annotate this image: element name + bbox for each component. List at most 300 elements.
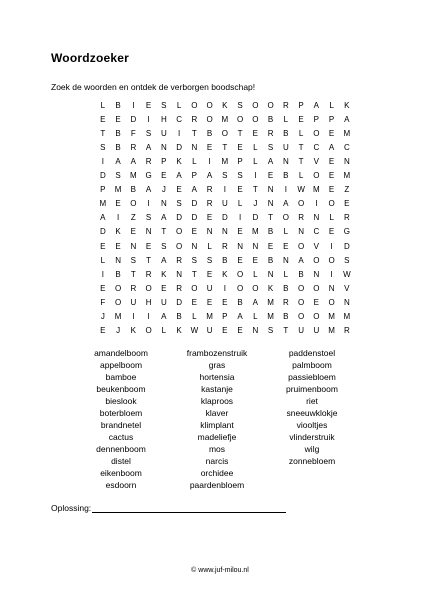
grid-letter[interactable]: O (328, 297, 336, 307)
grid-letter[interactable]: A (191, 185, 198, 195)
grid-letter[interactable]: C (313, 227, 320, 237)
grid-letter[interactable]: H (160, 115, 168, 125)
grid-letter[interactable]: T (191, 269, 198, 279)
grid-letter[interactable]: E (100, 325, 106, 335)
grid-letter[interactable]: M (206, 311, 214, 321)
grid-letter[interactable]: K (222, 269, 228, 279)
grid-letter[interactable]: N (282, 255, 290, 265)
grid-letter[interactable]: K (176, 325, 183, 335)
grid-letter[interactable]: O (191, 283, 198, 293)
grid-letter[interactable]: R (343, 213, 351, 223)
grid-letter[interactable]: I (254, 171, 257, 181)
grid-letter[interactable]: L (192, 311, 197, 321)
grid-letter[interactable]: M (343, 129, 351, 139)
grid-letter[interactable]: M (267, 311, 275, 321)
grid-letter[interactable]: E (328, 185, 335, 195)
grid-letter[interactable]: N (267, 185, 274, 195)
grid-letter[interactable]: E (161, 171, 167, 181)
grid-letter[interactable]: E (176, 185, 183, 195)
grid-letter[interactable]: M (313, 185, 320, 195)
grid-letter[interactable]: E (298, 115, 305, 125)
grid-letter[interactable]: I (101, 157, 105, 167)
grid-letter[interactable]: O (130, 199, 137, 209)
grid-letter[interactable]: N (145, 227, 152, 237)
grid-letter[interactable]: S (145, 213, 152, 223)
grid-letter[interactable]: E (222, 297, 228, 307)
grid-letter[interactable]: O (282, 213, 290, 223)
grid-letter[interactable]: H (145, 297, 152, 307)
grid-letter[interactable]: E (237, 143, 244, 153)
grid-letter[interactable]: S (267, 143, 274, 153)
grid-letter[interactable]: O (114, 283, 122, 293)
grid-letter[interactable]: T (130, 269, 137, 279)
grid-letter[interactable]: O (267, 101, 275, 110)
grid-letter[interactable]: O (297, 283, 305, 293)
grid-letter[interactable]: I (223, 185, 227, 195)
grid-letter[interactable]: I (147, 311, 151, 321)
grid-letter[interactable]: S (237, 171, 244, 181)
grid-letter[interactable]: R (206, 199, 213, 209)
grid-letter[interactable]: B (206, 129, 213, 139)
grid-letter[interactable]: S (222, 171, 228, 181)
grid-letter[interactable]: L (253, 311, 258, 321)
grid-letter[interactable]: A (115, 157, 122, 167)
grid-letter[interactable]: J (161, 185, 167, 195)
grid-row (95, 155, 357, 169)
grid-letter[interactable]: B (267, 227, 274, 237)
grid-letter[interactable]: C (313, 143, 320, 153)
grid-row (95, 113, 357, 127)
grid-letter[interactable]: E (161, 283, 167, 293)
grid-letter[interactable]: E (344, 199, 350, 209)
grid-letter[interactable]: N (252, 325, 259, 335)
grid-letter[interactable]: G (343, 227, 351, 237)
grid-letter[interactable]: R (282, 297, 290, 307)
grid-letter[interactable]: P (191, 171, 198, 181)
grid-letter[interactable]: O (313, 283, 320, 293)
grid-letter[interactable]: O (313, 311, 320, 321)
grid-letter[interactable]: T (146, 255, 152, 265)
grid-letter[interactable]: D (130, 115, 137, 125)
grid-letter[interactable]: U (206, 283, 213, 293)
grid-letter[interactable]: O (145, 325, 153, 335)
grid-letter[interactable]: M (267, 297, 275, 307)
grid-letter[interactable]: L (253, 269, 258, 279)
word-list-item: pruimenboom (286, 384, 338, 394)
grid-letter[interactable]: U (206, 325, 213, 335)
grid-letter[interactable]: E (313, 297, 320, 307)
grid-letter[interactable]: O (313, 255, 320, 265)
grid-letter[interactable]: T (268, 213, 274, 223)
grid-letter[interactable]: D (191, 213, 198, 223)
grid-letter[interactable]: S (176, 199, 183, 209)
grid-letter[interactable]: D (176, 297, 183, 307)
grid-letter[interactable]: C (343, 143, 351, 153)
grid-letter[interactable]: L (100, 255, 106, 265)
grid-letter[interactable]: I (238, 213, 242, 223)
letter-grid (95, 99, 357, 335)
grid-letter[interactable]: E (115, 241, 122, 251)
grid-letter[interactable]: D (99, 171, 107, 181)
grid-letter[interactable]: A (176, 171, 183, 181)
grid-letter[interactable]: B (283, 129, 289, 139)
grid-letter[interactable]: K (222, 101, 228, 110)
grid-letter[interactable]: E (328, 129, 335, 139)
grid-letter[interactable]: A (161, 213, 167, 223)
grid-letter[interactable]: B (283, 311, 289, 321)
grid-letter[interactable]: A (161, 311, 167, 321)
grid-letter[interactable]: O (297, 199, 305, 209)
grid-letter[interactable]: E (191, 297, 198, 307)
grid-letter[interactable]: L (283, 115, 289, 125)
grid-letter[interactable]: O (313, 129, 320, 139)
grid-letter[interactable]: U (221, 199, 229, 209)
grid-letter[interactable]: S (344, 255, 350, 265)
grid-letter[interactable]: E (206, 143, 213, 153)
grid-letter[interactable]: B (115, 101, 122, 110)
grid-letter[interactable]: O (236, 115, 244, 125)
grid-letter[interactable]: J (253, 199, 258, 209)
grid-letter[interactable]: O (175, 241, 183, 251)
grid-letter[interactable]: C (176, 115, 183, 125)
grid-letter[interactable]: D (176, 213, 183, 223)
grid-letter[interactable]: E (115, 199, 122, 209)
grid-letter[interactable]: O (328, 199, 336, 209)
grid-letter[interactable]: A (206, 171, 213, 181)
grid-letter[interactable]: L (283, 269, 289, 279)
grid-letter[interactable]: N (221, 227, 229, 237)
grid-letter[interactable]: P (328, 115, 335, 125)
grid-letter[interactable]: K (267, 283, 274, 293)
grid-letter[interactable]: K (344, 101, 350, 110)
grid-letter[interactable]: P (313, 115, 320, 125)
grid-letter[interactable]: F (130, 129, 137, 139)
grid-letter[interactable]: U (160, 129, 168, 139)
grid-letter[interactable]: N (282, 157, 290, 167)
grid-letter[interactable]: M (221, 115, 229, 125)
word-list-item: klaproos (200, 396, 234, 406)
grid-letter[interactable]: S (191, 255, 198, 265)
grid-letter[interactable]: O (252, 115, 259, 125)
grid-letter[interactable]: F (100, 297, 106, 307)
grid-letter[interactable]: A (313, 101, 320, 110)
grid-letter[interactable]: T (252, 185, 259, 195)
grid-letter[interactable]: B (115, 129, 122, 139)
word-list-item: viooltjes (296, 420, 328, 430)
grid-letter[interactable]: I (208, 157, 212, 167)
grid-letter[interactable]: T (222, 143, 228, 153)
grid-letter[interactable]: N (298, 227, 305, 237)
grid-letter[interactable]: B (115, 269, 122, 279)
grid-letter[interactable]: E (328, 157, 335, 167)
grid-letter[interactable]: S (237, 101, 244, 110)
grid-letter[interactable]: L (176, 101, 182, 110)
grid-letter[interactable]: O (297, 297, 305, 307)
grid-letter[interactable]: R (282, 101, 290, 110)
grid-letter[interactable]: I (315, 199, 318, 209)
grid-letter[interactable]: K (130, 325, 137, 335)
grid-letter[interactable]: N (176, 269, 183, 279)
grid-letter[interactable]: D (176, 143, 183, 153)
grid-letter[interactable]: A (298, 255, 305, 265)
grid-letter[interactable]: L (192, 157, 197, 167)
grid-letter[interactable]: P (237, 157, 244, 167)
grid-letter[interactable]: E (237, 227, 244, 237)
grid-letter[interactable]: E (222, 325, 228, 335)
grid-letter[interactable]: L (253, 157, 258, 167)
grid-letter[interactable]: B (115, 143, 122, 153)
grid-letter[interactable]: S (267, 325, 274, 335)
grid-letter[interactable]: R (343, 325, 351, 335)
grid-letter[interactable]: I (330, 269, 334, 279)
grid-letter[interactable]: N (328, 283, 335, 293)
grid-letter[interactable]: B (283, 171, 289, 181)
grid-letter[interactable]: R (221, 241, 229, 251)
grid-letter[interactable]: N (130, 241, 137, 251)
grid-letter[interactable]: I (223, 283, 227, 293)
grid-letter[interactable]: N (343, 297, 351, 307)
grid-letter[interactable]: P (298, 101, 305, 110)
grid-letter[interactable]: E (328, 171, 335, 181)
grid-letter[interactable]: I (147, 115, 151, 125)
grid-letter[interactable]: A (267, 157, 274, 167)
grid-letter[interactable]: T (191, 129, 198, 139)
grid-letter[interactable]: M (343, 171, 351, 181)
grid-letter[interactable]: E (206, 269, 213, 279)
grid-letter[interactable]: B (267, 255, 274, 265)
grid-letter[interactable]: L (298, 129, 304, 139)
grid-letter[interactable]: M (221, 157, 229, 167)
grid-letter[interactable]: E (100, 241, 106, 251)
grid-letter[interactable]: O (236, 283, 244, 293)
grid-letter[interactable]: W (190, 325, 199, 335)
grid-letter[interactable]: T (161, 227, 167, 237)
grid-letter[interactable]: E (328, 227, 335, 237)
grid-letter[interactable]: M (328, 325, 336, 335)
grid-letter[interactable]: O (145, 283, 153, 293)
grid-row (95, 324, 357, 338)
grid-letter[interactable]: I (132, 101, 135, 110)
grid-letter[interactable]: L (283, 227, 289, 237)
grid-letter[interactable]: S (115, 171, 122, 181)
grid-letter[interactable]: B (298, 269, 305, 279)
grid-letter[interactable]: N (267, 199, 274, 209)
grid-letter[interactable]: O (206, 101, 214, 110)
grid-letter[interactable]: D (99, 227, 107, 237)
word-list-item: kastanje (201, 384, 233, 394)
grid-letter[interactable]: U (282, 143, 290, 153)
grid-letter[interactable]: E (130, 227, 137, 237)
grid-letter[interactable]: J (100, 311, 106, 321)
grid-letter[interactable]: A (283, 199, 289, 209)
grid-letter[interactable]: Z (130, 213, 137, 223)
grid-letter[interactable]: E (252, 129, 259, 139)
grid-letter[interactable]: I (330, 241, 334, 251)
word-list-item: distel (111, 456, 131, 466)
grid-letter[interactable]: E (115, 115, 122, 125)
grid-letter[interactable]: D (191, 199, 198, 209)
grid-letter[interactable]: R (130, 143, 137, 153)
grid-letter[interactable]: L (253, 143, 258, 153)
grid-letter[interactable]: I (147, 199, 151, 209)
grid-letter[interactable]: O (313, 171, 320, 181)
grid-letter[interactable]: B (267, 115, 274, 125)
grid-letter[interactable]: G (145, 171, 153, 181)
grid-letter[interactable]: O (175, 227, 183, 237)
grid-letter[interactable]: N (313, 213, 320, 223)
grid-letter[interactable]: N (160, 143, 168, 153)
grid-letter[interactable]: E (100, 115, 106, 125)
word-list-column-1 (76, 347, 166, 491)
grid-letter[interactable]: V (313, 241, 320, 251)
grid-letter[interactable]: A (252, 297, 259, 307)
grid-letter[interactable]: E (206, 213, 213, 223)
grid-letter[interactable]: M (114, 311, 122, 321)
grid-letter[interactable]: E (191, 227, 198, 237)
grid-letter[interactable]: P (161, 157, 167, 167)
grid-letter[interactable]: A (145, 143, 152, 153)
grid-letter[interactable]: O (252, 101, 259, 110)
grid-letter[interactable]: W (297, 185, 306, 195)
solution-answer-line[interactable] (92, 504, 286, 513)
grid-letter[interactable]: S (100, 143, 106, 153)
grid-letter[interactable]: L (329, 101, 335, 110)
grid-letter[interactable]: O (252, 283, 259, 293)
grid-letter[interactable]: A (328, 143, 335, 153)
grid-letter[interactable]: O (297, 311, 305, 321)
grid-letter[interactable]: L (237, 199, 243, 209)
grid-letter[interactable]: E (237, 255, 244, 265)
grid-letter[interactable]: A (100, 213, 106, 223)
grid-letter[interactable]: L (161, 325, 167, 335)
grid-letter[interactable]: R (130, 283, 137, 293)
grid-letter[interactable]: R (267, 129, 274, 139)
grid-letter[interactable]: P (222, 311, 228, 321)
grid-letter[interactable]: O (191, 101, 198, 110)
grid-letter[interactable]: Z (344, 185, 350, 195)
grid-letter[interactable]: B (237, 297, 244, 307)
grid-letter[interactable]: U (313, 325, 320, 335)
grid-letter[interactable]: T (100, 129, 106, 139)
grid-letter[interactable]: L (207, 241, 213, 251)
grid-letter[interactable]: I (132, 311, 135, 321)
grid-letter[interactable]: N (313, 269, 320, 279)
grid-letter[interactable]: A (145, 185, 152, 195)
grid-letter[interactable]: K (115, 227, 122, 237)
grid-letter[interactable]: P (100, 185, 106, 195)
grid-letter[interactable]: N (191, 241, 198, 251)
grid-letter[interactable]: M (328, 311, 336, 321)
grid-letter[interactable]: T (237, 129, 243, 139)
grid-letter[interactable]: A (237, 311, 244, 321)
grid-letter[interactable]: T (298, 143, 304, 153)
grid-letter[interactable]: I (116, 213, 120, 223)
grid-letter[interactable]: N (343, 157, 351, 167)
grid-letter[interactable]: N (237, 241, 244, 251)
grid-letter[interactable]: U (130, 297, 137, 307)
grid-letter[interactable]: I (101, 269, 105, 279)
grid-letter[interactable]: N (252, 241, 259, 251)
grid-letter[interactable]: E (237, 185, 244, 195)
grid-letter[interactable]: E (206, 297, 213, 307)
grid-letter[interactable]: E (145, 101, 152, 110)
grid-letter[interactable]: N (191, 143, 198, 153)
grid-letter[interactable]: L (329, 213, 335, 223)
grid-letter[interactable]: U (298, 325, 305, 335)
grid-letter[interactable]: E (100, 283, 106, 293)
grid-letter[interactable]: D (343, 241, 351, 251)
grid-letter[interactable]: A (344, 115, 350, 125)
grid-letter[interactable]: B (176, 311, 183, 321)
grid-letter[interactable]: N (160, 199, 168, 209)
grid-letter[interactable]: E (283, 241, 289, 251)
grid-letter[interactable]: R (191, 115, 198, 125)
grid-letter[interactable]: B (283, 283, 289, 293)
grid-letter[interactable]: M (130, 171, 137, 181)
grid-letter[interactable]: D (221, 213, 229, 223)
grid-letter[interactable]: O (297, 241, 305, 251)
grid-letter[interactable]: A (130, 157, 137, 167)
grid-letter[interactable]: T (298, 157, 304, 167)
grid-letter[interactable]: I (177, 129, 181, 139)
grid-letter[interactable]: S (161, 101, 167, 110)
grid-letter[interactable]: M (99, 199, 107, 209)
grid-letter[interactable]: E (145, 241, 152, 251)
grid-letter[interactable]: R (298, 213, 305, 223)
grid-letter[interactable]: R (176, 255, 183, 265)
grid-letter[interactable]: O (236, 269, 244, 279)
grid-letter[interactable]: O (114, 297, 122, 307)
grid-letter[interactable]: L (100, 101, 106, 110)
grid-letter[interactable]: S (206, 255, 213, 265)
grid-letter[interactable]: S (130, 255, 137, 265)
grid-letter[interactable]: J (116, 325, 121, 335)
grid-letter[interactable]: R (145, 157, 152, 167)
grid-letter[interactable]: A (161, 255, 167, 265)
grid-letter[interactable]: E (252, 255, 259, 265)
grid-letter[interactable]: D (252, 213, 259, 223)
grid-letter[interactable]: M (343, 311, 351, 321)
grid-letter[interactable]: N (267, 269, 274, 279)
grid-letter[interactable]: R (176, 283, 183, 293)
grid-letter[interactable]: S (161, 241, 167, 251)
grid-letter[interactable]: R (206, 185, 213, 195)
grid-letter[interactable]: N (206, 227, 213, 237)
grid-letter[interactable]: K (176, 157, 183, 167)
grid-letter[interactable]: K (161, 269, 167, 279)
grid-letter[interactable]: M (252, 227, 259, 237)
grid-letter[interactable]: E (267, 171, 274, 181)
grid-letter[interactable]: W (343, 269, 351, 279)
grid-letter[interactable]: N (115, 255, 122, 265)
grid-letter[interactable]: V (313, 157, 320, 167)
grid-letter[interactable]: E (237, 325, 244, 335)
grid-letter[interactable]: U (160, 297, 168, 307)
grid-letter[interactable]: O (328, 255, 336, 265)
grid-letter[interactable]: I (284, 185, 288, 195)
grid-letter[interactable]: M (114, 185, 122, 195)
grid-letter[interactable]: B (222, 255, 228, 265)
grid-letter[interactable]: R (145, 269, 152, 279)
grid-letter[interactable]: V (344, 283, 350, 293)
grid-letter[interactable]: S (145, 129, 152, 139)
grid-letter[interactable]: L (298, 171, 304, 181)
grid-letter[interactable]: O (206, 115, 214, 125)
grid-letter[interactable]: T (283, 325, 289, 335)
grid-letter[interactable]: B (130, 185, 137, 195)
grid-letter[interactable]: E (267, 241, 274, 251)
grid-letter[interactable]: O (221, 129, 229, 139)
